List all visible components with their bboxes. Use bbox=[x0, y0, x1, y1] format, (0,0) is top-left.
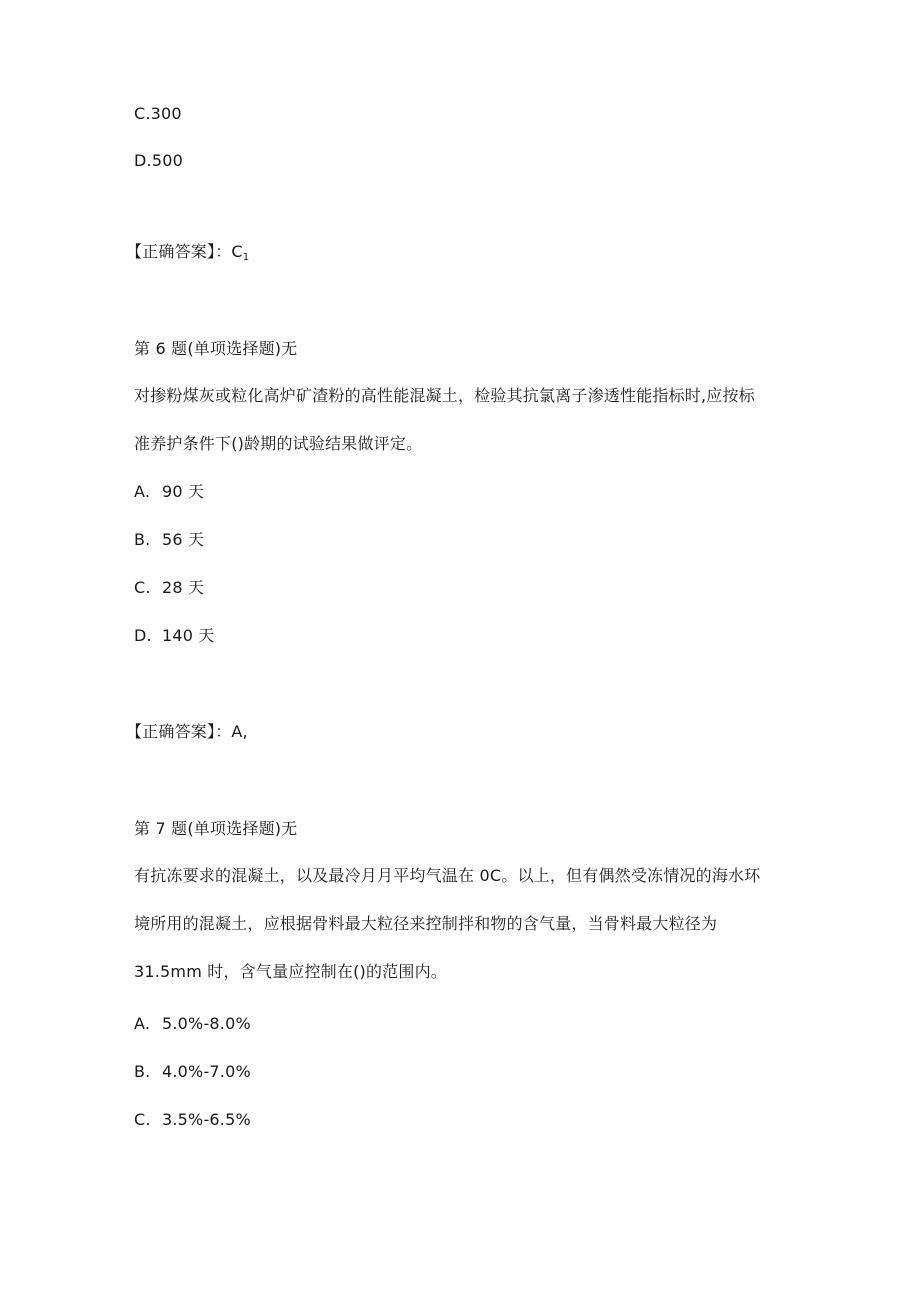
option-text: 90 天 bbox=[162, 482, 205, 501]
option-text: 3.5%-6.5% bbox=[162, 1110, 251, 1129]
q6-stem-line-1: 对掺粉煤灰或粒化高炉矿渣粉的高性能混凝土，检验其抗氯离子渗透性能指标时,应按标 bbox=[134, 386, 755, 405]
prev-answer bbox=[126, 241, 249, 269]
prev-option-d bbox=[134, 150, 183, 172]
option-letter: C. bbox=[134, 578, 151, 597]
answer-label: 【正确答案】 bbox=[126, 722, 216, 741]
prev-option-c bbox=[134, 103, 182, 125]
q7-stem-line-1: 有抗冻要求的混凝土，以及最冷月月平均气温在 0C。以上，但有偶然受冻情况的海水环 bbox=[134, 866, 761, 885]
option-text: 56 天 bbox=[162, 530, 205, 549]
option-letter: C. bbox=[134, 104, 151, 123]
q6-header: 第 6 题(单项选择题)无 bbox=[134, 339, 298, 358]
q7-stem-line-2: 境所用的混凝土，应根据骨料最大粒径来控制拌和物的含气量，当骨料最大粒径为 bbox=[134, 914, 718, 933]
q7-option-b bbox=[134, 1061, 251, 1083]
answer-value: C bbox=[231, 242, 243, 261]
q7-stem-line-3: 31.5mm 时，含气量应控制在()的范围内。 bbox=[134, 962, 447, 981]
q6-option-d bbox=[134, 625, 215, 647]
option-text: 500 bbox=[151, 151, 183, 170]
q7-option-a bbox=[134, 1013, 251, 1035]
answer-sep: ： bbox=[215, 722, 232, 741]
option-letter: A. bbox=[134, 1014, 151, 1033]
q6-answer bbox=[126, 721, 248, 743]
option-text: 28 天 bbox=[162, 578, 205, 597]
option-letter: D. bbox=[134, 626, 152, 645]
option-letter: C. bbox=[134, 1110, 151, 1129]
q6-option-b bbox=[134, 529, 204, 551]
q7-option-c bbox=[134, 1109, 251, 1131]
option-letter: D. bbox=[134, 151, 152, 170]
answer-suffix: 1 bbox=[242, 252, 250, 263]
q6-option-c bbox=[134, 577, 204, 599]
answer-sep: ： bbox=[215, 242, 232, 261]
q6-stem-line-2: 准养护条件下()龄期的试验结果做评定。 bbox=[134, 434, 423, 453]
answer-label: 【正确答案】 bbox=[126, 242, 216, 261]
option-text: 300 bbox=[150, 104, 182, 123]
option-letter: A. bbox=[134, 482, 151, 501]
answer-value: A, bbox=[231, 722, 248, 741]
option-letter: B. bbox=[134, 1062, 151, 1081]
q6-option-a bbox=[134, 481, 204, 503]
option-text: 4.0%-7.0% bbox=[162, 1062, 251, 1081]
option-text: 5.0%-8.0% bbox=[162, 1014, 251, 1033]
q7-header: 第 7 题(单项选择题)无 bbox=[134, 819, 298, 838]
option-text: 140 天 bbox=[162, 626, 215, 645]
option-letter: B. bbox=[134, 530, 151, 549]
